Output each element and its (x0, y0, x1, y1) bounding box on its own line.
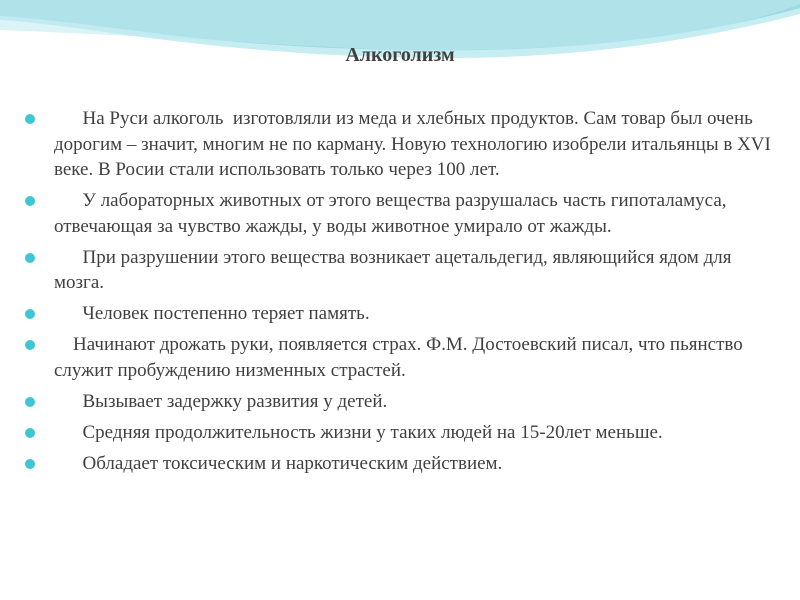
bullet-dot-icon (25, 459, 35, 469)
list-item (22, 420, 774, 446)
bullet-dot-icon (25, 309, 35, 319)
bullet-dot-icon (25, 253, 35, 263)
list-item (22, 301, 774, 327)
list-item (22, 245, 774, 296)
bullet-dot-icon (25, 397, 35, 407)
list-item (22, 188, 774, 239)
bullet-dot-icon (25, 114, 35, 124)
list-item (22, 332, 774, 383)
bullet-list (22, 106, 774, 482)
bullet-text: Средняя продолжительность жизни у таких людей на 15-20лет меньше. (54, 421, 663, 443)
bullet-text: На Руси алкоголь изготовляли из меда и хлебных продуктов. Сам товар был очень дорогим – значит, многим не по карману. Новую технологию изобрели итальянцы в XVI веке. В Росии стали использовать только через 100 лет. (54, 108, 776, 180)
list-item (22, 451, 774, 477)
wave-light (0, 0, 800, 50)
bullet-dot-icon (25, 428, 35, 438)
bullet-dot-icon (25, 340, 35, 350)
list-item (22, 106, 774, 183)
bullet-text: Начинают дрожать руки, появляется страх. Ф.М. Достоевский писал, что пьянство служит пробуждению низменных страстей. (54, 334, 748, 381)
slide-title: Алкоголизм (345, 44, 455, 66)
list-item (22, 389, 774, 415)
bullet-text: Человек постепенно теряет память. (54, 303, 370, 324)
bullet-text: При разрушении этого вещества возникает ацетальдегид, являющийся ядом для мозга. (54, 246, 737, 293)
bullet-text: У лабораторных животных от этого вещества разрушалась часть гипоталамуса, отвечающая за чувство жажды, у воды животное умирало от жажды. (54, 190, 732, 237)
header-wave-decoration (0, 0, 800, 80)
bullet-dot-icon (25, 196, 35, 206)
bullet-text: Вызывает задержку развития у детей. (54, 390, 388, 412)
bullet-text: Обладает токсическим и наркотическим действием. (54, 452, 503, 474)
